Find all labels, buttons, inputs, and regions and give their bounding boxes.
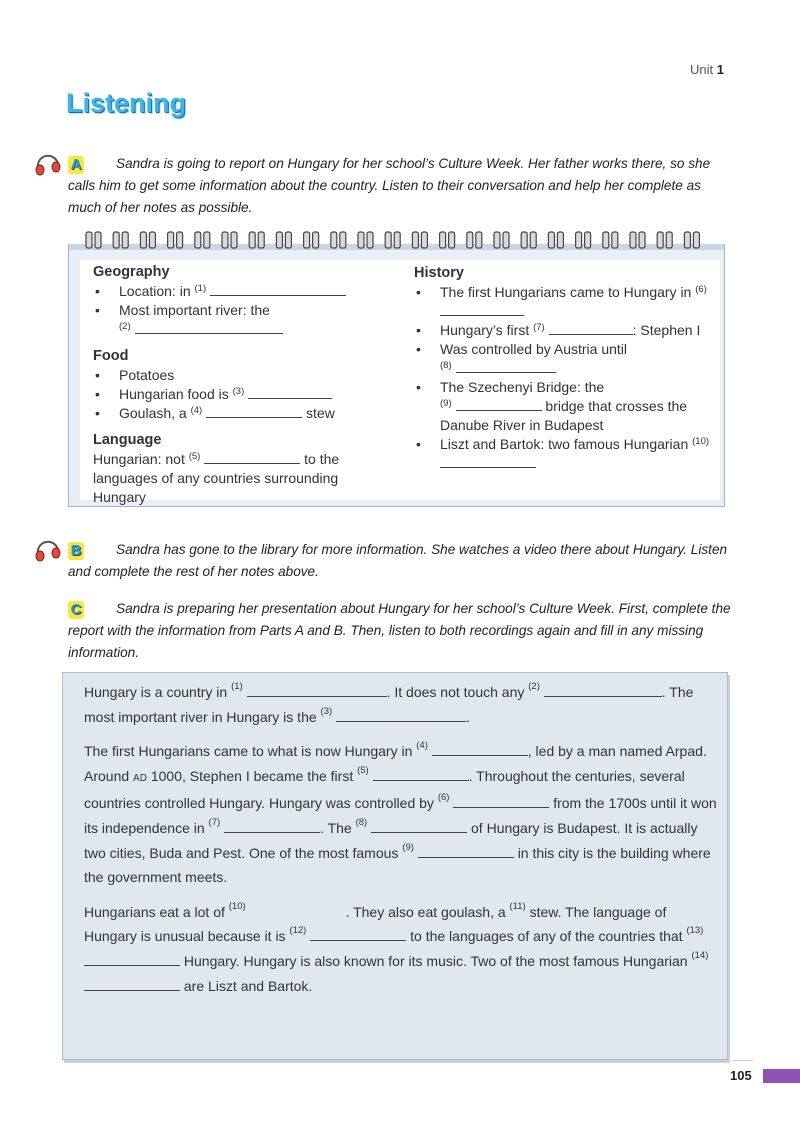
task-c-rest: complete the report with the information from Parts A and B. Then, listen to both recordings again and fill in any missing information. — [68, 601, 731, 660]
history-label: bridge that crosses the Danube River in Budapest — [440, 398, 688, 433]
history-item — [414, 378, 714, 435]
report-blank-1[interactable] — [247, 684, 387, 697]
report-paragraph-2 — [84, 739, 720, 890]
answer-blank-3[interactable] — [248, 386, 332, 399]
answer-blank-8[interactable] — [456, 360, 556, 373]
language-label: Hungarian: not — [93, 451, 185, 467]
history-label: The first Hungarians came to Hungary in — [440, 284, 692, 300]
notes-right-column — [414, 263, 714, 473]
unit-label — [690, 62, 724, 77]
spiral-ring — [467, 232, 473, 248]
report-blank-5[interactable] — [373, 768, 469, 781]
report-text-run: stew. The language of Hungary is unusual because it is — [84, 903, 667, 945]
report-blank-12[interactable] — [310, 928, 406, 941]
task-c-lead: Sandra is preparing her presentation about Hungary for her school’s Culture Week. First, — [116, 601, 649, 616]
report-text-run: to the languages of any of the countries that — [410, 928, 683, 945]
spiral-ring — [693, 232, 699, 248]
history-item — [414, 321, 714, 340]
blank-num: (8) — [355, 816, 368, 828]
spiral-binding — [80, 230, 710, 252]
report-blank-10[interactable] — [250, 904, 346, 917]
report-blank-7[interactable] — [224, 820, 320, 833]
report-text-run: , led by a man named Arpad. Around — [84, 743, 707, 784]
blank-num: (11) — [509, 900, 526, 912]
blank-num: (1) — [231, 681, 243, 692]
spiral-ring — [258, 232, 264, 248]
geography-location — [93, 282, 383, 301]
report-text-run: . — [661, 684, 666, 700]
spiral-ring — [394, 232, 400, 248]
task-a-letter: A — [68, 156, 84, 174]
blank-num: (9) — [440, 398, 452, 409]
food-label: Goulash, a — [119, 405, 187, 421]
headphones-icon[interactable] — [34, 540, 62, 562]
task-b-rest: Hungary. Listen and complete the rest of her notes above. — [68, 542, 728, 579]
blank-num: (13) — [686, 925, 704, 937]
spiral-ring — [195, 232, 201, 248]
report-blank-9[interactable] — [418, 845, 514, 858]
section-title: Listening — [66, 88, 186, 118]
river-label: Most important river: the — [119, 302, 270, 318]
spiral-ring — [231, 232, 237, 248]
blank-num: (10) — [228, 900, 246, 912]
history-item — [414, 435, 714, 473]
report-text-run: Hungary is a country in — [84, 684, 228, 700]
geography-river — [93, 301, 383, 339]
spiral-ring — [113, 232, 119, 248]
spiral-ring — [95, 232, 101, 248]
answer-blank-4[interactable] — [206, 405, 302, 418]
blank-num: (8) — [440, 360, 452, 371]
report-blank-14[interactable] — [84, 978, 180, 991]
spiral-ring — [449, 232, 455, 248]
history-label: Hungary’s first — [440, 322, 530, 338]
answer-blank-5[interactable] — [204, 451, 300, 464]
blank-num: (10) — [692, 436, 710, 447]
report-year: 1000 — [150, 767, 182, 784]
page-color-bar — [763, 1069, 800, 1083]
report-text-run: Hungary. Hungary is also known for its music. Two of the most famous Hungarian — [183, 952, 688, 969]
food-item — [93, 404, 383, 423]
spiral-ring — [331, 232, 337, 248]
task-a-rest: she calls him to get some information about the country. Listen to their conversation and help her complete as much of her notes as possible. — [68, 156, 711, 215]
blank-num: (6) — [437, 792, 450, 804]
report-blank-6[interactable] — [453, 795, 549, 808]
blank-num: (3) — [320, 705, 333, 717]
spiral-ring — [576, 232, 582, 248]
report-blank-4[interactable] — [432, 743, 528, 756]
spiral-ring — [140, 232, 146, 248]
spiral-ring — [204, 232, 210, 248]
blank-num: (7) — [533, 322, 545, 333]
spiral-ring — [249, 232, 255, 248]
language-heading: Language — [93, 432, 162, 448]
spiral-ring — [412, 232, 418, 248]
task-b-instructions — [68, 539, 733, 583]
food-label: stew — [306, 405, 335, 421]
task-a-lead: Sandra is going to report on Hungary for her school’s Culture Week. Her father works there, so — [116, 156, 685, 171]
task-b-letter: B — [68, 542, 84, 560]
spiral-ring — [304, 232, 310, 248]
blank-num: (12) — [289, 925, 307, 937]
language-label: to the languages of any countries surrounding Hungary — [93, 451, 340, 505]
report-blank-3[interactable] — [336, 709, 466, 722]
answer-blank-2[interactable] — [135, 321, 283, 334]
spiral-ring — [503, 232, 509, 248]
history-heading: History — [414, 265, 464, 281]
answer-blank-9[interactable] — [456, 398, 542, 411]
unit-number: 1 — [716, 62, 724, 77]
blank-num: (7) — [208, 816, 221, 828]
spiral-ring — [684, 232, 690, 248]
report-text-run: . Throughout the centuries, several countries controlled Hungary. Hungary was controlled by — [84, 767, 685, 812]
unit-word: Unit — [690, 62, 714, 77]
spiral-ring — [494, 232, 500, 248]
task-b-lead: Sandra has gone to the library for more information. She watches a video there about — [116, 542, 630, 557]
geography-heading: Geography — [93, 264, 170, 280]
report-text-run: . It does not touch any — [386, 684, 525, 700]
report-text-run: of Hungary is Budapest. It is actually two cities, Buda and Pest. One of the most famous — [84, 819, 698, 861]
spiral-ring — [603, 232, 609, 248]
report-text-run: . — [466, 708, 470, 725]
spiral-ring — [557, 232, 563, 248]
spiral-ring — [385, 232, 391, 248]
history-label: : Stephen I — [632, 322, 701, 338]
spiral-ring — [313, 232, 319, 248]
history-label: Was controlled by Austria until — [440, 341, 628, 357]
task-c-instructions — [68, 598, 733, 664]
spiral-ring — [421, 232, 427, 248]
spiral-ring — [639, 232, 645, 248]
report-text-run: in this city is the building where the government meets. — [84, 844, 711, 886]
report-text-run: are Liszt and Bartok. — [183, 977, 313, 994]
blank-num: (1) — [194, 283, 207, 294]
food-item — [93, 385, 383, 404]
report-text-run: The first Hungarians came to what is now Hungary in — [84, 743, 413, 760]
spiral-ring — [358, 232, 364, 248]
food-item: • Potatoes — [93, 366, 383, 385]
blank-num: (2) — [528, 681, 540, 692]
report-text-run: , Stephen I became the first — [182, 767, 354, 784]
spiral-ring — [521, 232, 527, 248]
report-blank-8[interactable] — [371, 820, 467, 833]
answer-blank-10[interactable] — [440, 455, 536, 468]
blank-num: (4) — [190, 405, 203, 416]
history-item — [414, 340, 714, 378]
spiral-ring — [666, 232, 672, 248]
spiral-ring — [440, 232, 446, 248]
blank-num: (5) — [188, 451, 201, 462]
report-paragraph-1 — [84, 680, 720, 729]
blank-num: (9) — [402, 841, 414, 853]
report-text-run: from the 1700s until it won its independence in — [84, 795, 717, 836]
answer-blank-7[interactable] — [549, 322, 633, 335]
blank-num: (4) — [416, 740, 428, 752]
spiral-ring — [548, 232, 554, 248]
answer-blank-6[interactable] — [440, 303, 524, 316]
answer-blank-1[interactable] — [210, 283, 346, 296]
headphones-icon[interactable] — [34, 154, 62, 176]
notes-left-column — [93, 262, 383, 507]
spiral-ring — [367, 232, 373, 248]
task-c-letter: C — [68, 601, 84, 619]
spiral-ring — [149, 232, 155, 248]
spiral-ring — [530, 232, 536, 248]
spiral-ring — [285, 232, 291, 248]
blank-num: (3) — [232, 386, 245, 397]
spiral-ring — [476, 232, 482, 248]
spiral-ring — [122, 232, 128, 248]
report-text-run: . The — [320, 819, 352, 836]
spiral-ring — [86, 232, 92, 248]
language-text — [93, 450, 383, 507]
page-tick — [733, 1060, 753, 1061]
blank-num: (5) — [357, 764, 369, 776]
page-number: 105 — [730, 1068, 752, 1083]
report-text — [84, 680, 720, 1008]
report-blank-2[interactable] — [544, 684, 662, 697]
report-text-run: The most important river in Hungary is the — [84, 684, 694, 725]
spiral-ring — [585, 232, 591, 248]
blank-num: (6) — [695, 284, 707, 295]
spiral-ring — [177, 232, 183, 248]
spiral-ring — [630, 232, 636, 248]
history-label: The Szechenyi Bridge: the — [440, 379, 605, 395]
report-paragraph-3 — [84, 900, 720, 998]
report-era: AD — [133, 772, 147, 784]
spiral-ring — [276, 232, 282, 248]
report-text-run: Hungarians eat a lot of — [84, 903, 225, 920]
history-item — [414, 283, 714, 321]
spiral-ring — [657, 232, 663, 248]
spiral-ring — [168, 232, 174, 248]
food-heading: Food — [93, 348, 129, 364]
report-blank-13[interactable] — [84, 953, 180, 966]
blank-num: (2) — [119, 321, 131, 332]
spiral-ring — [340, 232, 346, 248]
report-text-run: . They also eat goulash, a — [345, 903, 506, 920]
food-label: Hungarian food is — [119, 386, 229, 402]
spiral-ring — [222, 232, 228, 248]
task-a-instructions — [68, 153, 733, 219]
history-label: Liszt and Bartok: two famous Hungarian — [440, 436, 689, 452]
blank-num: (14) — [691, 949, 709, 961]
location-label: Location: in — [119, 283, 191, 299]
spiral-ring — [612, 232, 618, 248]
